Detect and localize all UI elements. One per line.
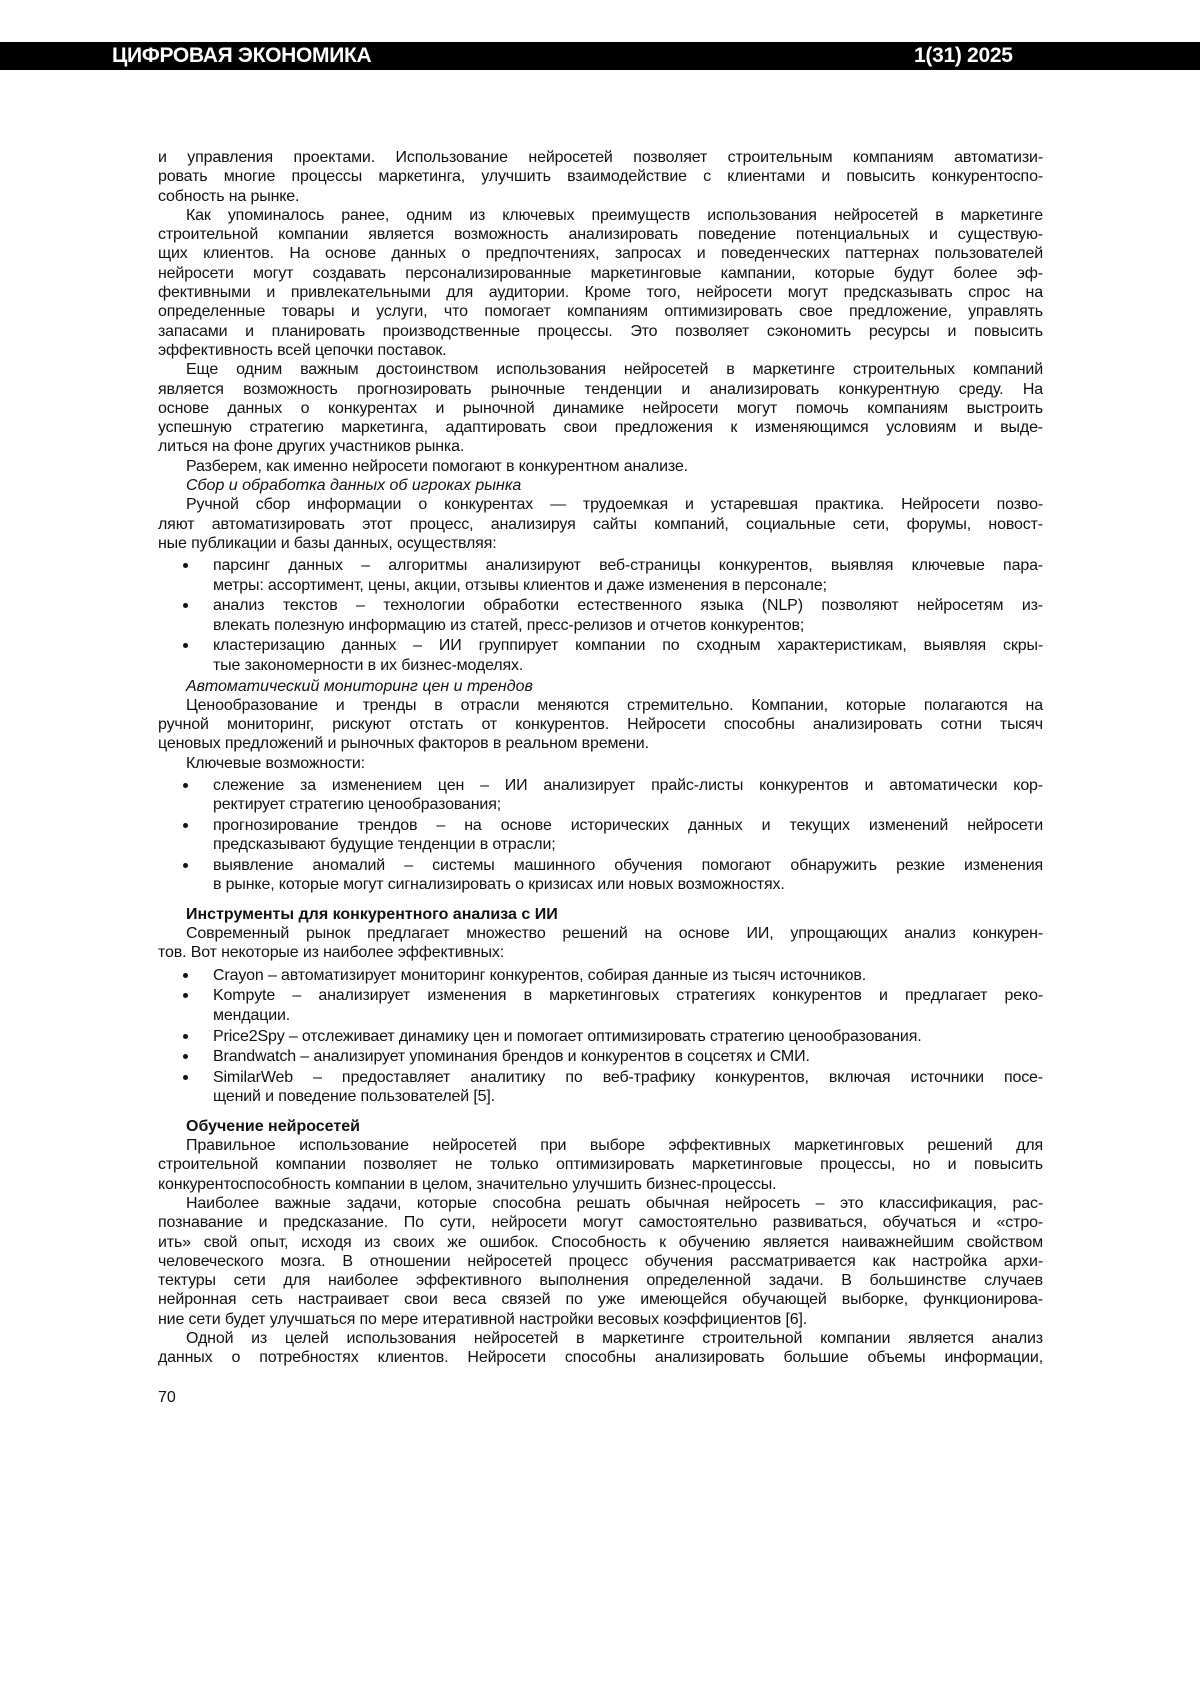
list-item [158, 636, 1043, 675]
text-line: определенные товары и услуги, что помогает компаниям оптимизировать свое предложение, управлять [158, 302, 1043, 321]
text-line: в рынке, которые могут сигнализировать о кризисах или новых возможностях. [213, 875, 1043, 894]
bullet-icon [183, 993, 188, 998]
text-line: ляют автоматизировать этот процесс, анализируя сайты компаний, социальные сети, форумы, новост- [158, 515, 1043, 534]
text-line: основе данных о конкурентах и рыночной динамике нейросети могут помочь компаниям выстроить [158, 399, 1043, 418]
text-line: данных о потребностях клиентов. Нейросети способны анализировать большие объемы информации, [158, 1348, 1043, 1367]
text-line: нейронная сеть настраивает свои веса связей по уже имеющейся обучающей выборке, функционирова- [158, 1290, 1043, 1309]
list-item [158, 986, 1043, 1025]
bullet-icon [183, 603, 188, 608]
bullet-icon [183, 643, 188, 648]
text-line: Одной из целей использования нейросетей в маркетинге строительной компании является анализ [158, 1329, 1043, 1348]
text-line: ректирует стратегию ценообразования; [213, 795, 1043, 814]
list-item [158, 1047, 1043, 1066]
bullet-icon [183, 1034, 188, 1039]
text-line: кластеризацию данных – ИИ группирует компании по сходным характеристикам, выявляя скры- [213, 636, 1043, 655]
text-line: щений и поведение пользователей [5]. [213, 1087, 1043, 1106]
bullet-list [158, 966, 1043, 1107]
text-line: ные публикации и базы данных, осуществляя: [158, 534, 1043, 553]
paragraph [158, 754, 1043, 773]
text-line: и управления проектами. Использование нейросетей позволяет строительным компаниям автоматизи- [158, 148, 1043, 167]
text-line: Правильное использование нейросетей при выборе эффективных маркетинговых решений для [158, 1136, 1043, 1155]
text-line: выявление аномалий – системы машинного обучения помогают обнаружить резкие изменения [213, 856, 1043, 875]
list-item [158, 816, 1043, 855]
journal-issue: 1(31) 2025 [914, 44, 1013, 68]
list-item [158, 776, 1043, 815]
journal-title: ЦИФРОВАЯ ЭКОНОМИКА [112, 44, 371, 68]
text-line: прогнозирование трендов – на основе исторических данных и текущих изменений нейросети [213, 816, 1043, 835]
list-item [158, 856, 1043, 895]
text-line: эффективность всей цепочки поставок. [158, 341, 1043, 360]
bullet-icon [183, 1054, 188, 1059]
text-line: SimilarWeb – предоставляет аналитику по веб-трафику конкурентов, включая источники посе- [213, 1068, 1043, 1087]
bullet-list [158, 776, 1043, 895]
text-line: Как упоминалось ранее, одним из ключевых преимуществ использования нейросетей в маркетинге [158, 206, 1043, 225]
text-line: парсинг данных – алгоритмы анализируют веб-страницы конкурентов, выявляя ключевые пара- [213, 556, 1043, 575]
page-number: 70 [158, 1389, 176, 1407]
bullet-icon [183, 973, 188, 978]
text-line: ить» свой опыт, исходя из своих же ошибок. Способность к обучению является наиважнейшим свойством [158, 1233, 1043, 1252]
text-line: собность на рынке. [158, 187, 1043, 206]
text-line: успешную стратегию маркетинга, адаптировать свои предложения к изменяющимся условиям и выде- [158, 418, 1043, 437]
text-line: мендации. [213, 1006, 1043, 1025]
subsection-title: Сбор и обработка данных об игроках рынка [158, 476, 1043, 495]
text-line: Наиболее важные задачи, которые способна решать обычная нейросеть – это классификация, рас- [158, 1194, 1043, 1213]
text-line: анализ текстов – технологии обработки естественного языка (NLP) позволяют нейросетям из- [213, 596, 1043, 615]
text-line: запасами и планировать производственные процессы. Это позволяет сэкономить ресурсы и повысить [158, 322, 1043, 341]
text-line: тов. Вот некоторые из наиболее эффективных: [158, 943, 1043, 962]
text-line: фективными и привлекательными для аудитории. Кроме того, нейросети могут предсказывать спрос на [158, 283, 1043, 302]
text-line: предсказывают будущие тенденции в отрасли; [213, 835, 1043, 854]
text-line: ровать многие процессы маркетинга, улучшить взаимодействие с клиентами и повысить конкурентоспо- [158, 167, 1043, 186]
article-body [158, 148, 1043, 1368]
text-line: метры: ассортимент, цены, акции, отзывы клиентов и даже изменения в персонале; [213, 576, 1043, 595]
bullet-icon [183, 563, 188, 568]
text-line: Ключевые возможности: [158, 754, 1043, 773]
bullet-list [158, 556, 1043, 675]
list-item [158, 966, 1043, 985]
text-line: ценовых предложений и рыночных факторов в реальном времени. [158, 734, 1043, 753]
text-line: Price2Spy – отслеживает динамику цен и помогает оптимизировать стратегию ценообразования. [213, 1027, 1043, 1046]
list-item [158, 556, 1043, 595]
section-heading: Обучение нейросетей [158, 1117, 1043, 1136]
list-item [158, 1027, 1043, 1046]
bullet-icon [183, 783, 188, 788]
text-line: конкурентоспособность компании в целом, значительно улучшить бизнес-процессы. [158, 1175, 1043, 1194]
text-line: человеческого мозга. В отношении нейросетей процесс обучения рассматривается как настройка архи- [158, 1252, 1043, 1271]
paragraph [158, 1329, 1043, 1368]
text-line: Kompyte – анализирует изменения в маркетинговых стратегиях конкурентов и предлагает реко- [213, 986, 1043, 1005]
paragraph [158, 1194, 1043, 1329]
text-line: познавание и предсказание. По сути, нейросети могут самостоятельно развиваться, обучаться и «стро- [158, 1213, 1043, 1232]
paragraph [158, 924, 1043, 963]
section-heading: Инструменты для конкурентного анализа с ИИ [158, 905, 1043, 924]
subsection-title: Автоматический мониторинг цен и трендов [158, 677, 1043, 696]
bullet-icon [183, 823, 188, 828]
paragraph [158, 696, 1043, 754]
text-line: Crayon – автоматизирует мониторинг конкурентов, собирая данные из тысяч источников. [213, 966, 1043, 985]
bullet-icon [183, 863, 188, 868]
list-item [158, 1068, 1043, 1107]
paragraph [158, 206, 1043, 360]
text-line: влекать полезную информацию из статей, пресс-релизов и отчетов конкурентов; [213, 616, 1043, 635]
list-item [158, 596, 1043, 635]
text-line: ние сети будет улучшаться по мере итеративной настройки весовых коэффициентов [6]. [158, 1310, 1043, 1329]
text-line: является возможность прогнозировать рыночные тенденции и анализировать конкурентную среду. На [158, 380, 1043, 399]
text-line: Brandwatch – анализирует упоминания брендов и конкурентов в соцсетях и СМИ. [213, 1047, 1043, 1066]
paragraph [158, 360, 1043, 456]
text-line: ручной мониторинг, рискуют отстать от конкурентов. Нейросети способны анализировать сотни тысяч [158, 715, 1043, 734]
paragraph [158, 495, 1043, 553]
text-line: литься на фоне других участников рынка. [158, 437, 1043, 456]
paragraph [158, 1136, 1043, 1194]
text-line: нейросети могут создавать персонализированные маркетинговые кампании, которые будут более эф- [158, 264, 1043, 283]
text-line: Разберем, как именно нейросети помогают в конкурентном анализе. [158, 457, 1043, 476]
text-line: строительной компании позволяет не только оптимизировать маркетинговые процессы, но и повысить [158, 1155, 1043, 1174]
text-line: строительной компании является возможность анализировать поведение потенциальных и существую- [158, 225, 1043, 244]
bullet-icon [183, 1075, 188, 1080]
text-line: Ручной сбор информации о конкурентах — трудоемкая и устаревшая практика. Нейросети позво- [158, 495, 1043, 514]
text-line: тектуры сети для наиболее эффективного выполнения определенной задачи. В большинстве случаев [158, 1271, 1043, 1290]
text-line: Современный рынок предлагает множество решений на основе ИИ, упрощающих анализ конкурен- [158, 924, 1043, 943]
text-line: Еще одним важным достоинством использования нейросетей в маркетинге строительных компаний [158, 360, 1043, 379]
paragraph [158, 148, 1043, 206]
text-line: Ценообразование и тренды в отрасли меняются стремительно. Компании, которые полагаются на [158, 696, 1043, 715]
text-line: тые закономерности в их бизнес-моделях. [213, 656, 1043, 675]
text-line: щих клиентов. На основе данных о предпочтениях, запросах и поведенческих паттернах пользователей [158, 244, 1043, 263]
text-line: слежение за изменением цен – ИИ анализирует прайс-листы конкурентов и автоматически кор- [213, 776, 1043, 795]
paragraph [158, 457, 1043, 476]
